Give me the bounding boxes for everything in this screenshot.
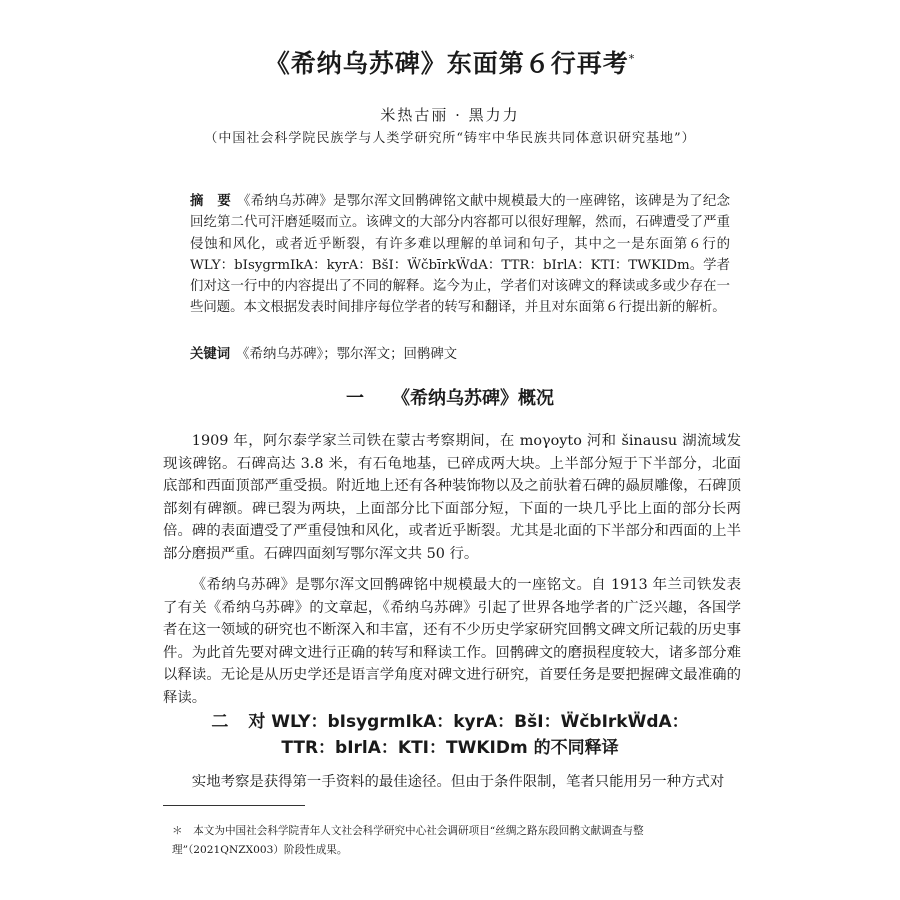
abstract-text: 《希纳乌苏碑》是鄂尔浑文回鹘碑铭文献中规模最大的一座碑铭，该碑是为了纪念回纥第二代可汗磨延啜而立。该碑文的大部分内容都可以很好理解，然而，石碑遭受了严重侵蚀和风化，或者近乎断裂，有许多难以理解的单词和句子，其中之一是东面第６行的 WLY：bIsygrmIkA：kyrA：BšI：ẄčbīrkẄdA：TTR：bIrlA：KTI：TWKIDm。学者们对这一行中的内容提出了不同的解释。迄今为止，学者们对该碑文的释读或多或少存在一些问题。本文根据发表时间排序每位学者的转写和翻译，并且对东面第６行提出新的解析。 xyxy=(190,194,731,316)
keywords xyxy=(190,344,730,365)
section-heading-2-line-1 xyxy=(0,707,900,732)
body-paragraph-3: 实地考察是获得第一手资料的最佳途径。但由于条件限制，笔者只能用另一种方式对 xyxy=(191,774,725,790)
keywords-text: 《希纳乌苏碑》；鄂尔浑文；回鹘碑文 xyxy=(236,347,458,362)
abstract xyxy=(190,191,730,319)
keywords-label: 关键词 xyxy=(190,347,231,362)
section-2-number: 二 xyxy=(211,712,229,732)
footnote-divider xyxy=(163,805,305,806)
section-heading-1 xyxy=(0,384,900,410)
section-2-title-line-1: 对 WLY：bIsygrmIkA：kyrA：BšI：ẄčbIrkẄdA： xyxy=(248,712,689,732)
section-1-number: 一 xyxy=(346,388,364,409)
article-title xyxy=(0,44,900,80)
footnote: ＊ 本文为中国社会科学院青年人文社会科学研究中心社会调研项目“丝绸之路东段回鹘文献调查与整理”（2021QNZX003）阶段性成果。 xyxy=(172,825,644,856)
body-paragraph-2: 《希纳乌苏碑》是鄂尔浑文回鹘碑铭中规模最大的一座铭文。自 1913 年兰司铁发表了有关《希纳乌苏碑》的文章起，《希纳乌苏碑》引起了世界各地学者的广泛兴趣，各国学者在这一领域的研究也不断深入和丰富，还有不少历史学家研究回鹘文碑文所记载的历史事件。为此首先要对碑文进行正确的转写和释读工作。回鹘碑文的磨损程度较大，诸多部分难以释读。无论是从历史学还是语言学角度对碑文进行研究，首要任务是要把握碑文最准确的释读。 xyxy=(163,577,741,706)
section-1-title: 《希纳乌苏碑》概况 xyxy=(392,388,554,409)
article-title-text: 《希纳乌苏碑》东面第６行再考 xyxy=(264,49,629,78)
title-footnote-mark: * xyxy=(628,52,636,66)
body-paragraph-1: 1909 年，阿尔泰学家兰司铁在蒙古考察期间，在 moγoyto 河和 šinausu 湖流域发现该碑铭。石碑高达 3.8 米，有石龟地基，已碎成两大块。上半部分短于下半部分，北面底部和西面顶部严重受损。附近地上还有各种装饰物以及之前驮着石碑的赑屃雕像，石碑顶部刻有碑额。碑已裂为两块，上面部分比下面部分短，下面的一块几乎比上面的部分长两倍。碑的表面遭受了严重侵蚀和风化，或者近乎断裂。尤其是北面的下半部分和西面的上半部分磨损严重。石碑四面刻写鄂尔浑文共 50 行。 xyxy=(163,433,741,562)
author-affiliation: （中国社会科学院民族学与人类学研究所“铸牢中华民族共同体意识研究基地”） xyxy=(204,131,696,146)
abstract-label: 摘 要 xyxy=(190,194,232,209)
section-heading-2-line-2: TTR：bIrlA：KTI：TWKIDm 的不同释译 xyxy=(281,738,619,758)
author-name: 米热古丽 · 黑力力 xyxy=(380,106,520,124)
